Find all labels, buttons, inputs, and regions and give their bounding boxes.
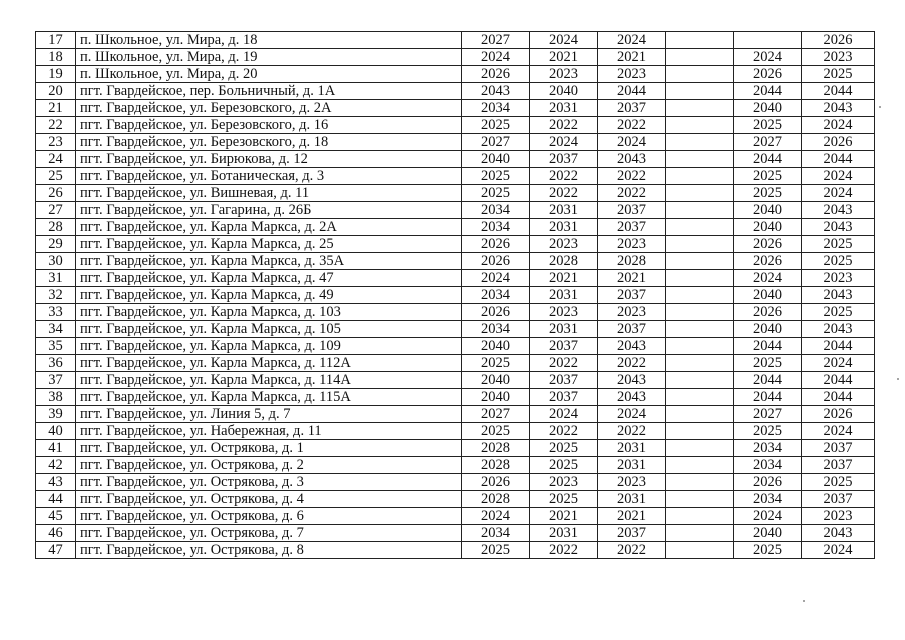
year-cell-3: 2043 bbox=[598, 372, 666, 389]
year-cell-5: 2025 bbox=[734, 117, 802, 134]
year-cell-6: 2026 bbox=[802, 406, 875, 423]
address-cell: пгт. Гвардейское, ул. Карла Маркса, д. 49 bbox=[76, 287, 462, 304]
year-cell-3: 2023 bbox=[598, 66, 666, 83]
year-cell-5: 2025 bbox=[734, 355, 802, 372]
row-number: 47 bbox=[36, 542, 76, 559]
row-number: 19 bbox=[36, 66, 76, 83]
year-cell-2: 2021 bbox=[530, 270, 598, 287]
address-cell: пгт. Гвардейское, ул. Гагарина, д. 26Б bbox=[76, 202, 462, 219]
year-cell-5: 2040 bbox=[734, 100, 802, 117]
year-cell-5: 2026 bbox=[734, 236, 802, 253]
address-cell: пгт. Гвардейское, ул. Острякова, д. 2 bbox=[76, 457, 462, 474]
table-row bbox=[36, 66, 875, 83]
year-cell-5: 2026 bbox=[734, 66, 802, 83]
year-cell-1: 2026 bbox=[462, 304, 530, 321]
year-cell-5: 2044 bbox=[734, 83, 802, 100]
year-cell-4 bbox=[666, 457, 734, 474]
year-cell-3: 2031 bbox=[598, 457, 666, 474]
year-cell-1: 2025 bbox=[462, 355, 530, 372]
table-row bbox=[36, 304, 875, 321]
address-cell: пгт. Гвардейское, ул. Острякова, д. 3 bbox=[76, 474, 462, 491]
year-cell-2: 2023 bbox=[530, 236, 598, 253]
year-cell-4 bbox=[666, 202, 734, 219]
year-cell-2: 2023 bbox=[530, 474, 598, 491]
year-cell-5: 2025 bbox=[734, 168, 802, 185]
schedule-table bbox=[35, 31, 875, 559]
year-cell-5: 2034 bbox=[734, 440, 802, 457]
year-cell-1: 2028 bbox=[462, 491, 530, 508]
year-cell-6: 2025 bbox=[802, 304, 875, 321]
year-cell-5: 2034 bbox=[734, 491, 802, 508]
year-cell-1: 2024 bbox=[462, 49, 530, 66]
table-row bbox=[36, 542, 875, 559]
row-number: 39 bbox=[36, 406, 76, 423]
table-row bbox=[36, 287, 875, 304]
year-cell-1: 2034 bbox=[462, 219, 530, 236]
address-cell: пгт. Гвардейское, ул. Острякова, д. 6 bbox=[76, 508, 462, 525]
year-cell-3: 2037 bbox=[598, 321, 666, 338]
year-cell-4 bbox=[666, 151, 734, 168]
year-cell-2: 2031 bbox=[530, 287, 598, 304]
table-row bbox=[36, 389, 875, 406]
year-cell-5: 2024 bbox=[734, 270, 802, 287]
year-cell-1: 2025 bbox=[462, 542, 530, 559]
year-cell-6: 2024 bbox=[802, 542, 875, 559]
table-row bbox=[36, 474, 875, 491]
table-row bbox=[36, 457, 875, 474]
year-cell-4 bbox=[666, 372, 734, 389]
year-cell-4 bbox=[666, 508, 734, 525]
year-cell-1: 2028 bbox=[462, 457, 530, 474]
table-row bbox=[36, 372, 875, 389]
year-cell-4 bbox=[666, 474, 734, 491]
year-cell-2: 2022 bbox=[530, 185, 598, 202]
year-cell-5: 2040 bbox=[734, 321, 802, 338]
year-cell-3: 2037 bbox=[598, 100, 666, 117]
year-cell-3: 2044 bbox=[598, 83, 666, 100]
year-cell-2: 2037 bbox=[530, 389, 598, 406]
year-cell-5: 2044 bbox=[734, 338, 802, 355]
year-cell-2: 2022 bbox=[530, 117, 598, 134]
year-cell-5: 2026 bbox=[734, 304, 802, 321]
row-number: 25 bbox=[36, 168, 76, 185]
year-cell-3: 2024 bbox=[598, 32, 666, 49]
row-number: 36 bbox=[36, 355, 76, 372]
table-row bbox=[36, 525, 875, 542]
year-cell-2: 2031 bbox=[530, 202, 598, 219]
scan-speck bbox=[897, 378, 899, 380]
year-cell-1: 2026 bbox=[462, 474, 530, 491]
year-cell-4 bbox=[666, 270, 734, 287]
year-cell-6: 2025 bbox=[802, 474, 875, 491]
scan-speck bbox=[803, 600, 805, 602]
table-row bbox=[36, 202, 875, 219]
year-cell-5: 2027 bbox=[734, 134, 802, 151]
year-cell-6: 2037 bbox=[802, 457, 875, 474]
address-cell: пгт. Гвардейское, ул. Карла Маркса, д. 115А bbox=[76, 389, 462, 406]
year-cell-4 bbox=[666, 49, 734, 66]
year-cell-6: 2023 bbox=[802, 270, 875, 287]
year-cell-3: 2021 bbox=[598, 270, 666, 287]
year-cell-1: 2040 bbox=[462, 389, 530, 406]
year-cell-3: 2021 bbox=[598, 49, 666, 66]
year-cell-4 bbox=[666, 236, 734, 253]
year-cell-2: 2028 bbox=[530, 253, 598, 270]
year-cell-3: 2031 bbox=[598, 491, 666, 508]
year-cell-2: 2022 bbox=[530, 423, 598, 440]
table-row bbox=[36, 185, 875, 202]
year-cell-3: 2043 bbox=[598, 389, 666, 406]
row-number: 42 bbox=[36, 457, 76, 474]
year-cell-6: 2023 bbox=[802, 49, 875, 66]
year-cell-3: 2022 bbox=[598, 542, 666, 559]
year-cell-5: 2034 bbox=[734, 457, 802, 474]
table-row bbox=[36, 508, 875, 525]
row-number: 27 bbox=[36, 202, 76, 219]
year-cell-3: 2021 bbox=[598, 508, 666, 525]
year-cell-3: 2037 bbox=[598, 287, 666, 304]
year-cell-5: 2040 bbox=[734, 219, 802, 236]
year-cell-3: 2023 bbox=[598, 474, 666, 491]
year-cell-2: 2031 bbox=[530, 525, 598, 542]
year-cell-4 bbox=[666, 491, 734, 508]
year-cell-5: 2040 bbox=[734, 287, 802, 304]
year-cell-1: 2025 bbox=[462, 185, 530, 202]
table-row bbox=[36, 338, 875, 355]
table-row bbox=[36, 440, 875, 457]
year-cell-6: 2025 bbox=[802, 253, 875, 270]
year-cell-4 bbox=[666, 32, 734, 49]
year-cell-5: 2040 bbox=[734, 202, 802, 219]
address-cell: пгт. Гвардейское, ул. Карла Маркса, д. 25 bbox=[76, 236, 462, 253]
year-cell-4 bbox=[666, 253, 734, 270]
year-cell-6: 2044 bbox=[802, 372, 875, 389]
year-cell-1: 2028 bbox=[462, 440, 530, 457]
year-cell-4 bbox=[666, 542, 734, 559]
row-number: 38 bbox=[36, 389, 76, 406]
row-number: 21 bbox=[36, 100, 76, 117]
year-cell-2: 2024 bbox=[530, 134, 598, 151]
table-row bbox=[36, 83, 875, 100]
address-cell: пгт. Гвардейское, ул. Карла Маркса, д. 103 bbox=[76, 304, 462, 321]
table-row bbox=[36, 355, 875, 372]
year-cell-3: 2024 bbox=[598, 134, 666, 151]
address-cell: пгт. Гвардейское, ул. Вишневая, д. 11 bbox=[76, 185, 462, 202]
address-cell: пгт. Гвардейское, ул. Карла Маркса, д. 2А bbox=[76, 219, 462, 236]
year-cell-6: 2043 bbox=[802, 525, 875, 542]
year-cell-4 bbox=[666, 100, 734, 117]
year-cell-3: 2022 bbox=[598, 185, 666, 202]
scan-speck bbox=[879, 106, 881, 108]
year-cell-1: 2026 bbox=[462, 66, 530, 83]
year-cell-3: 2022 bbox=[598, 117, 666, 134]
year-cell-3: 2024 bbox=[598, 406, 666, 423]
row-number: 32 bbox=[36, 287, 76, 304]
year-cell-4 bbox=[666, 389, 734, 406]
address-cell: пгт. Гвардейское, ул. Линия 5, д. 7 bbox=[76, 406, 462, 423]
year-cell-2: 2023 bbox=[530, 304, 598, 321]
year-cell-3: 2022 bbox=[598, 355, 666, 372]
year-cell-1: 2025 bbox=[462, 117, 530, 134]
year-cell-1: 2027 bbox=[462, 406, 530, 423]
year-cell-6: 2026 bbox=[802, 32, 875, 49]
year-cell-6: 2043 bbox=[802, 100, 875, 117]
address-cell: пгт. Гвардейское, ул. Карла Маркса, д. 35А bbox=[76, 253, 462, 270]
row-number: 33 bbox=[36, 304, 76, 321]
year-cell-2: 2025 bbox=[530, 457, 598, 474]
year-cell-4 bbox=[666, 406, 734, 423]
address-cell: п. Школьное, ул. Мира, д. 20 bbox=[76, 66, 462, 83]
year-cell-1: 2043 bbox=[462, 83, 530, 100]
year-cell-2: 2021 bbox=[530, 49, 598, 66]
year-cell-1: 2026 bbox=[462, 236, 530, 253]
address-cell: пгт. Гвардейское, ул. Острякова, д. 1 bbox=[76, 440, 462, 457]
year-cell-3: 2037 bbox=[598, 202, 666, 219]
address-cell: пгт. Гвардейское, ул. Карла Маркса, д. 105 bbox=[76, 321, 462, 338]
year-cell-6: 2024 bbox=[802, 117, 875, 134]
year-cell-4 bbox=[666, 321, 734, 338]
row-number: 31 bbox=[36, 270, 76, 287]
year-cell-4 bbox=[666, 304, 734, 321]
year-cell-2: 2031 bbox=[530, 321, 598, 338]
table-row bbox=[36, 32, 875, 49]
table-row bbox=[36, 423, 875, 440]
year-cell-4 bbox=[666, 440, 734, 457]
row-number: 24 bbox=[36, 151, 76, 168]
year-cell-1: 2034 bbox=[462, 525, 530, 542]
row-number: 40 bbox=[36, 423, 76, 440]
year-cell-2: 2024 bbox=[530, 406, 598, 423]
row-number: 28 bbox=[36, 219, 76, 236]
year-cell-1: 2026 bbox=[462, 253, 530, 270]
year-cell-3: 2023 bbox=[598, 236, 666, 253]
year-cell-5: 2027 bbox=[734, 406, 802, 423]
year-cell-1: 2025 bbox=[462, 168, 530, 185]
year-cell-4 bbox=[666, 287, 734, 304]
year-cell-6: 2026 bbox=[802, 134, 875, 151]
year-cell-6: 2024 bbox=[802, 355, 875, 372]
year-cell-5: 2044 bbox=[734, 151, 802, 168]
year-cell-2: 2037 bbox=[530, 151, 598, 168]
address-cell: пгт. Гвардейское, ул. Бирюкова, д. 12 bbox=[76, 151, 462, 168]
year-cell-6: 2043 bbox=[802, 321, 875, 338]
table-row bbox=[36, 406, 875, 423]
year-cell-3: 2037 bbox=[598, 219, 666, 236]
year-cell-1: 2025 bbox=[462, 423, 530, 440]
year-cell-1: 2027 bbox=[462, 32, 530, 49]
row-number: 30 bbox=[36, 253, 76, 270]
year-cell-5 bbox=[734, 32, 802, 49]
year-cell-3: 2043 bbox=[598, 338, 666, 355]
address-cell: пгт. Гвардейское, ул. Набережная, д. 11 bbox=[76, 423, 462, 440]
year-cell-1: 2024 bbox=[462, 508, 530, 525]
year-cell-5: 2024 bbox=[734, 508, 802, 525]
year-cell-4 bbox=[666, 355, 734, 372]
row-number: 43 bbox=[36, 474, 76, 491]
year-cell-1: 2027 bbox=[462, 134, 530, 151]
table-row bbox=[36, 134, 875, 151]
year-cell-2: 2040 bbox=[530, 83, 598, 100]
year-cell-6: 2044 bbox=[802, 83, 875, 100]
year-cell-6: 2037 bbox=[802, 491, 875, 508]
year-cell-2: 2024 bbox=[530, 32, 598, 49]
address-cell: п. Школьное, ул. Мира, д. 19 bbox=[76, 49, 462, 66]
year-cell-1: 2024 bbox=[462, 270, 530, 287]
year-cell-1: 2034 bbox=[462, 321, 530, 338]
row-number: 44 bbox=[36, 491, 76, 508]
row-number: 37 bbox=[36, 372, 76, 389]
table-row bbox=[36, 100, 875, 117]
year-cell-2: 2022 bbox=[530, 542, 598, 559]
table-row bbox=[36, 168, 875, 185]
year-cell-4 bbox=[666, 338, 734, 355]
row-number: 34 bbox=[36, 321, 76, 338]
year-cell-4 bbox=[666, 134, 734, 151]
address-cell: п. Школьное, ул. Мира, д. 18 bbox=[76, 32, 462, 49]
year-cell-6: 2024 bbox=[802, 168, 875, 185]
table-row bbox=[36, 491, 875, 508]
address-cell: пгт. Гвардейское, ул. Карла Маркса, д. 112А bbox=[76, 355, 462, 372]
year-cell-4 bbox=[666, 185, 734, 202]
year-cell-1: 2034 bbox=[462, 100, 530, 117]
address-cell: пгт. Гвардейское, ул. Березовского, д. 2А bbox=[76, 100, 462, 117]
table-row bbox=[36, 117, 875, 134]
year-cell-2: 2023 bbox=[530, 66, 598, 83]
year-cell-5: 2025 bbox=[734, 185, 802, 202]
row-number: 26 bbox=[36, 185, 76, 202]
address-cell: пгт. Гвардейское, ул. Карла Маркса, д. 109 bbox=[76, 338, 462, 355]
year-cell-2: 2025 bbox=[530, 491, 598, 508]
year-cell-5: 2026 bbox=[734, 253, 802, 270]
year-cell-6: 2025 bbox=[802, 66, 875, 83]
address-cell: пгт. Гвардейское, ул. Ботаническая, д. 3 bbox=[76, 168, 462, 185]
year-cell-4 bbox=[666, 83, 734, 100]
year-cell-4 bbox=[666, 525, 734, 542]
year-cell-5: 2044 bbox=[734, 389, 802, 406]
year-cell-6: 2024 bbox=[802, 423, 875, 440]
row-number: 29 bbox=[36, 236, 76, 253]
year-cell-6: 2025 bbox=[802, 236, 875, 253]
year-cell-4 bbox=[666, 117, 734, 134]
year-cell-5: 2025 bbox=[734, 542, 802, 559]
row-number: 35 bbox=[36, 338, 76, 355]
year-cell-6: 2043 bbox=[802, 287, 875, 304]
address-cell: пгт. Гвардейское, ул. Карла Маркса, д. 114А bbox=[76, 372, 462, 389]
year-cell-3: 2043 bbox=[598, 151, 666, 168]
year-cell-3: 2023 bbox=[598, 304, 666, 321]
year-cell-1: 2040 bbox=[462, 151, 530, 168]
address-cell: пгт. Гвардейское, ул. Острякова, д. 7 bbox=[76, 525, 462, 542]
year-cell-2: 2022 bbox=[530, 355, 598, 372]
year-cell-2: 2037 bbox=[530, 372, 598, 389]
year-cell-5: 2025 bbox=[734, 423, 802, 440]
address-cell: пгт. Гвардейское, ул. Березовского, д. 16 bbox=[76, 117, 462, 134]
year-cell-1: 2040 bbox=[462, 338, 530, 355]
year-cell-5: 2024 bbox=[734, 49, 802, 66]
year-cell-6: 2044 bbox=[802, 389, 875, 406]
address-cell: пгт. Гвардейское, ул. Острякова, д. 4 bbox=[76, 491, 462, 508]
table-row bbox=[36, 219, 875, 236]
row-number: 41 bbox=[36, 440, 76, 457]
year-cell-3: 2028 bbox=[598, 253, 666, 270]
year-cell-2: 2031 bbox=[530, 219, 598, 236]
row-number: 46 bbox=[36, 525, 76, 542]
year-cell-6: 2024 bbox=[802, 185, 875, 202]
year-cell-4 bbox=[666, 219, 734, 236]
table-row bbox=[36, 236, 875, 253]
year-cell-5: 2040 bbox=[734, 525, 802, 542]
year-cell-3: 2022 bbox=[598, 423, 666, 440]
table-row bbox=[36, 270, 875, 287]
table-body bbox=[36, 32, 875, 559]
year-cell-2: 2021 bbox=[530, 508, 598, 525]
year-cell-3: 2031 bbox=[598, 440, 666, 457]
year-cell-2: 2022 bbox=[530, 168, 598, 185]
address-cell: пгт. Гвардейское, ул. Острякова, д. 8 bbox=[76, 542, 462, 559]
address-cell: пгт. Гвардейское, ул. Березовского, д. 18 bbox=[76, 134, 462, 151]
row-number: 22 bbox=[36, 117, 76, 134]
table-row bbox=[36, 151, 875, 168]
year-cell-4 bbox=[666, 168, 734, 185]
year-cell-4 bbox=[666, 66, 734, 83]
year-cell-5: 2026 bbox=[734, 474, 802, 491]
year-cell-2: 2025 bbox=[530, 440, 598, 457]
year-cell-6: 2044 bbox=[802, 338, 875, 355]
year-cell-5: 2044 bbox=[734, 372, 802, 389]
year-cell-6: 2044 bbox=[802, 151, 875, 168]
year-cell-4 bbox=[666, 423, 734, 440]
address-cell: пгт. Гвардейское, пер. Больничный, д. 1А bbox=[76, 83, 462, 100]
row-number: 17 bbox=[36, 32, 76, 49]
year-cell-3: 2037 bbox=[598, 525, 666, 542]
table-row bbox=[36, 253, 875, 270]
address-cell: пгт. Гвардейское, ул. Карла Маркса, д. 47 bbox=[76, 270, 462, 287]
table-row bbox=[36, 321, 875, 338]
table-row bbox=[36, 49, 875, 66]
year-cell-6: 2043 bbox=[802, 219, 875, 236]
year-cell-1: 2034 bbox=[462, 202, 530, 219]
row-number: 18 bbox=[36, 49, 76, 66]
year-cell-6: 2043 bbox=[802, 202, 875, 219]
row-number: 45 bbox=[36, 508, 76, 525]
year-cell-1: 2034 bbox=[462, 287, 530, 304]
row-number: 20 bbox=[36, 83, 76, 100]
year-cell-2: 2037 bbox=[530, 338, 598, 355]
year-cell-3: 2022 bbox=[598, 168, 666, 185]
year-cell-1: 2040 bbox=[462, 372, 530, 389]
year-cell-6: 2037 bbox=[802, 440, 875, 457]
row-number: 23 bbox=[36, 134, 76, 151]
year-cell-6: 2023 bbox=[802, 508, 875, 525]
year-cell-2: 2031 bbox=[530, 100, 598, 117]
